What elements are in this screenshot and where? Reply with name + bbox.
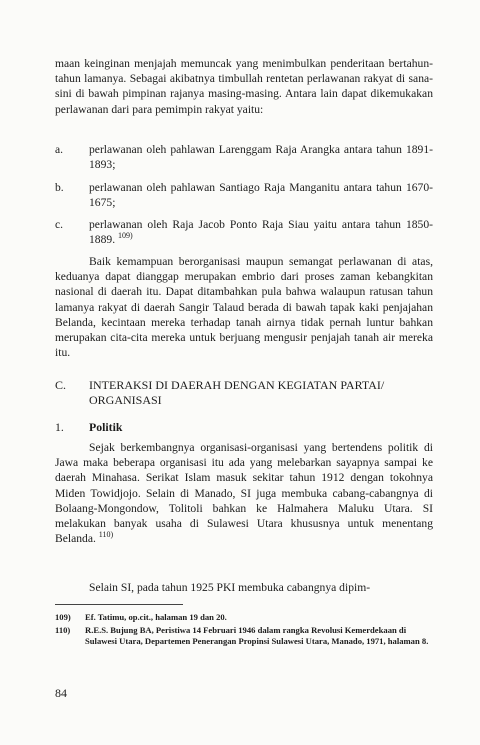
subsection-title: Politik (89, 420, 123, 434)
footnote-110 (55, 625, 435, 648)
list-item-a (55, 142, 433, 172)
list-marker: b. (55, 181, 64, 194)
list-marker: c. (55, 218, 64, 231)
paragraph-3-text: Sejak berkembangnya organisasi-organisasi yang bertendens politik di Jawa maka beberapa organisasi itu ada yang melebarkan sayapnya sampai ke daerah Minahasa. Serikat Islam masuk sekitar tahun 1912 dengan tokohnya Miden Towidjojo. Selain di Manado, SI juga membuka cabang-cabangnya di Bolaang-Mongondow, Tolitoli bahkan ke Halmahera Maluku Utara. SI melakukan banyak usaha di Sulawesi Utara khususnya untuk menentang Belanda. (55, 441, 433, 546)
paragraph-3 (55, 440, 433, 546)
subsection-marker: 1. (55, 420, 64, 434)
footnote-ref-110: 110) (98, 530, 114, 540)
paragraph-4: Selain SI, pada tahun 1925 PKI membuka cabangnya dipim- (89, 581, 371, 594)
list-item-b (55, 180, 433, 210)
footnote-109 (55, 612, 435, 623)
list-text: perlawanan oleh pahlawan Santiago Raja Manganitu antara tahun 1670-1675; (89, 181, 433, 210)
subsection-heading-1 (55, 420, 122, 435)
footnote-text: Ef. Tatimu, op.cit., halaman 19 dan 20. (85, 612, 227, 622)
list-item-c (55, 217, 433, 247)
footnote-marker: 109) (55, 612, 71, 622)
section-heading-c (55, 378, 455, 409)
list-text: perlawanan oleh pahlawan Larenggam Raja Arangka antara tahun 1891-1893; (89, 143, 433, 172)
page-number: 84 (55, 686, 67, 700)
list-text: perlawanan oleh Raja Jacob Ponto Raja Siau yaitu antara tahun 1850-1889. (89, 218, 433, 247)
section-title: INTERAKSI DI DAERAH DENGAN KEGIATAN PARTAI/ ORGANISASI (89, 378, 385, 408)
paragraph-2: Baik kemampuan berorganisasi maupun semangat perlawanan di atas, keduanya dapat dianggap merupakan embrio dari proses zaman kebangkitan nasional di daerah itu. Dapat ditambahkan pula bahwa walaupun ratusan tahun lamanya rakyat di daerah Sangir Talaud berada di bawah tapak kaki penjajahan Belanda, kecintaan mereka terhadap tanah airnya tidak pernah luntur bahkan merupakan cita-cita mereka untuk berjuang mengusir penjajah tanah air mereka itu. (55, 255, 433, 360)
intro-paragraph: maan keinginan menjajah memuncak yang menimbulkan penderitaan bertahun-tahun lamanya. Sebagai akibatnya timbullah rentetan perlawanan rakyat di sana-sini di bawah pimpinan rajanya masing-masing. Antara lain dapat dikemukakan perlawanan dari para pemimpin rakyat yaitu: (55, 57, 433, 116)
footnote-divider (55, 604, 183, 605)
footnote-text: R.E.S. Bujung BA, Peristiwa 14 Februari 1946 dalam rangka Revolusi Kemerdekaan di Sulawesi Utara, Departemen Penerangan Propinsi Sulawesi Utara, Manado, 1971, halaman 8. (85, 625, 429, 647)
section-marker: C. (55, 378, 67, 392)
list-marker: a. (55, 143, 64, 156)
footnote-ref-109: 109) (118, 231, 133, 241)
footnote-marker: 110) (55, 625, 71, 635)
